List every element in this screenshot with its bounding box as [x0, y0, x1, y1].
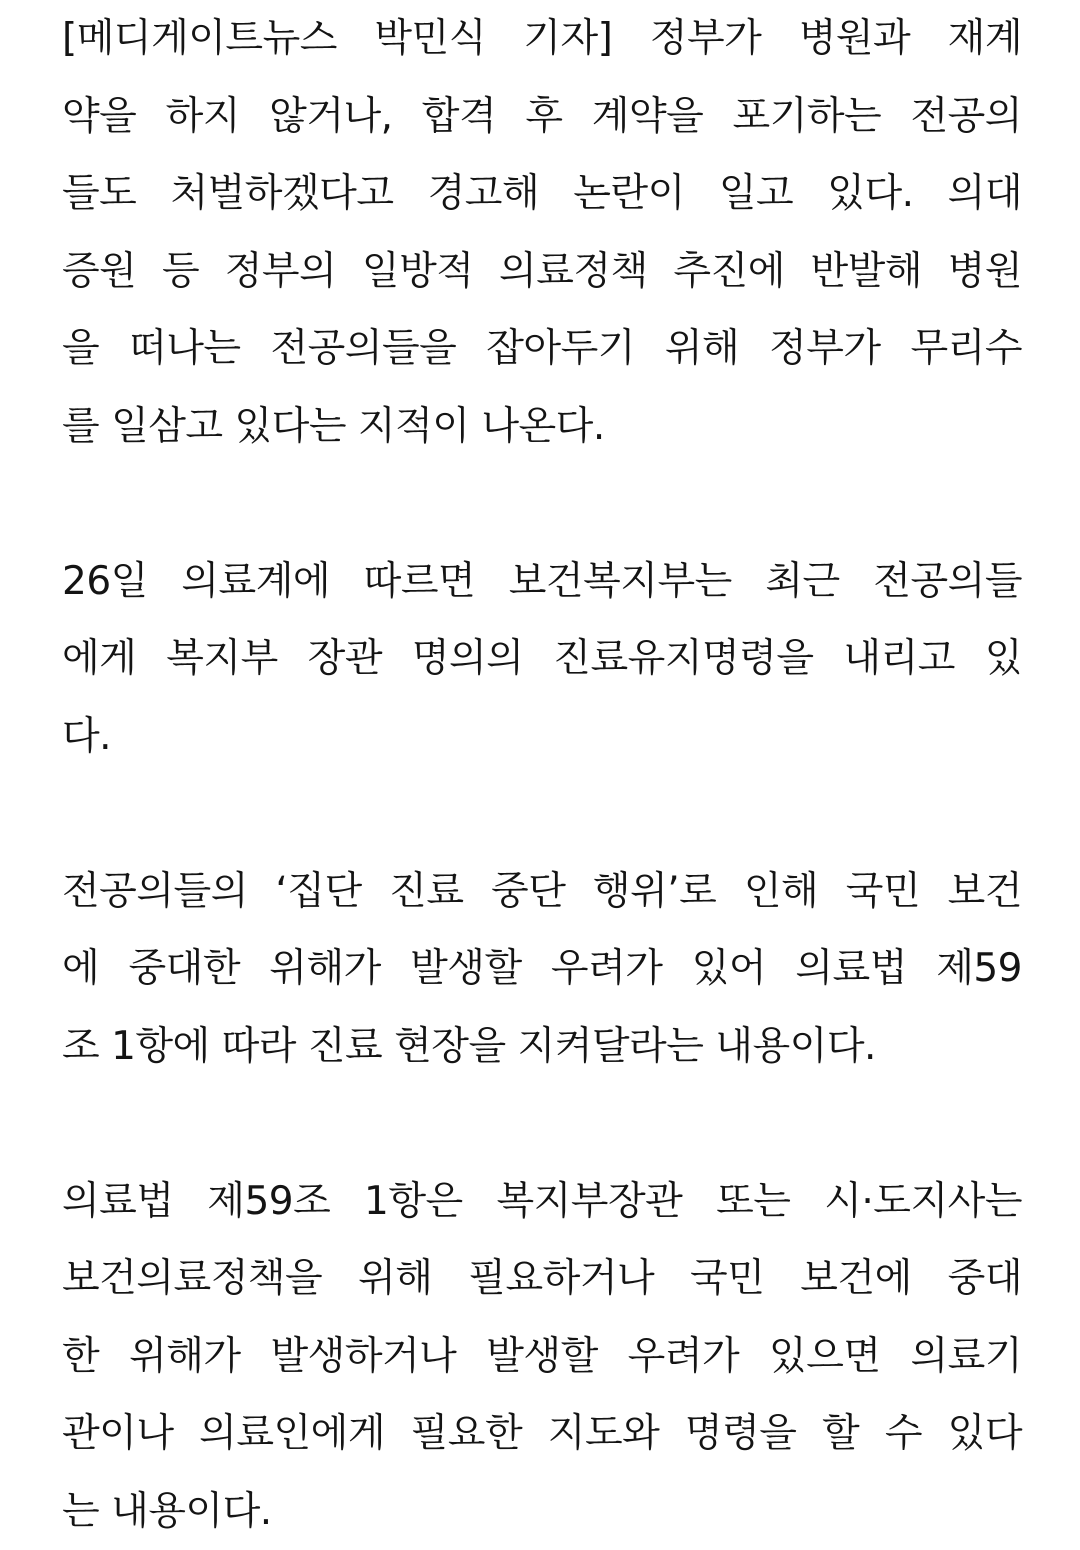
- text-line: 증원 등 정부의 일방적 의료정책 추진에 반발해 병원: [62, 233, 1022, 311]
- text-line: 약을 하지 않거나, 합격 후 계약을 포기하는 전공의: [62, 78, 1022, 156]
- text-line: 보건의료정책을 위해 필요하거나 국민 보건에 중대: [62, 1240, 1022, 1318]
- text-line: 다.: [62, 698, 1022, 776]
- text-line: 26일 의료계에 따르면 보건복지부는 최근 전공의들: [62, 543, 1022, 621]
- paragraph-4: [62, 1163, 1022, 1550]
- paragraph-1: [62, 0, 1022, 465]
- text-line: [메디게이트뉴스 박민식 기자] 정부가 병원과 재계: [62, 0, 1022, 78]
- text-line: 에 중대한 위해가 발생할 우려가 있어 의료법 제59: [62, 930, 1022, 1008]
- text-line: 는 내용이다.: [62, 1473, 1022, 1550]
- text-line: 들도 처벌하겠다고 경고해 논란이 일고 있다. 의대: [62, 155, 1022, 233]
- text-line: 관이나 의료인에게 필요한 지도와 명령을 할 수 있다: [62, 1395, 1022, 1473]
- text-line: 에게 복지부 장관 명의의 진료유지명령을 내리고 있: [62, 620, 1022, 698]
- text-line: 를 일삼고 있다는 지적이 나온다.: [62, 388, 1022, 466]
- paragraph-spacer: [62, 465, 1022, 543]
- paragraph-spacer: [62, 775, 1022, 853]
- text-line: 전공의들의 ‘집단 진료 중단 행위’로 인해 국민 보건: [62, 853, 1022, 931]
- paragraph-3: [62, 853, 1022, 1086]
- paragraph-2: [62, 543, 1022, 776]
- article-body: [62, 0, 1022, 1550]
- paragraph-spacer: [62, 1085, 1022, 1163]
- text-line: 조 1항에 따라 진료 현장을 지켜달라는 내용이다.: [62, 1008, 1022, 1086]
- text-line: 의료법 제59조 1항은 복지부장관 또는 시·도지사는: [62, 1163, 1022, 1241]
- text-line: 한 위해가 발생하거나 발생할 우려가 있으면 의료기: [62, 1318, 1022, 1396]
- text-line: 을 떠나는 전공의들을 잡아두기 위해 정부가 무리수: [62, 310, 1022, 388]
